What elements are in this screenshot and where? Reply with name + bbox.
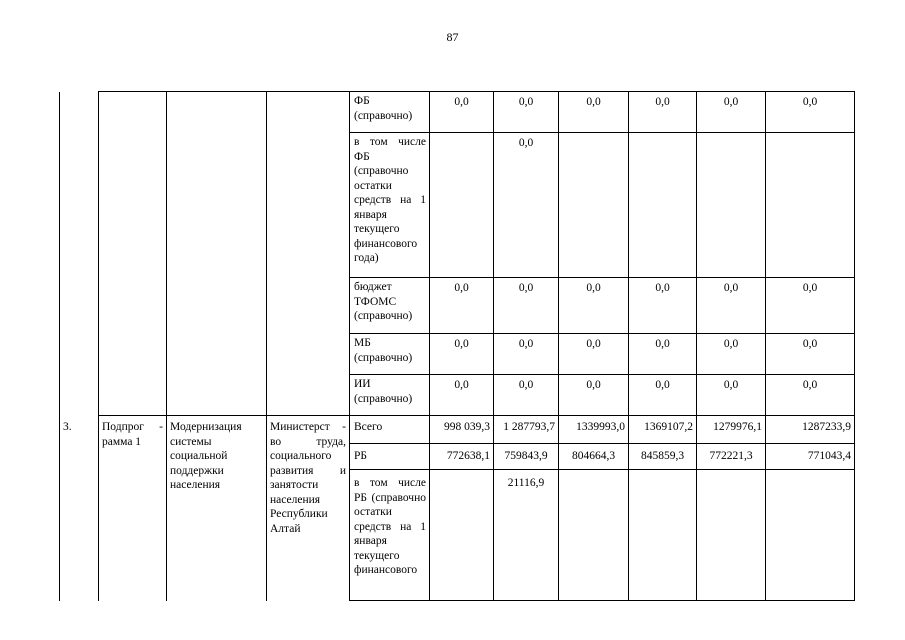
- value-cell: 804664,3: [559, 444, 629, 470]
- value-cell: 772221,3: [697, 444, 766, 470]
- value-cell: 0,0: [697, 334, 766, 375]
- row-type-cell: Подпрог - рамма 1: [99, 416, 167, 601]
- value-cell: [629, 470, 697, 601]
- value-cell: [697, 470, 766, 601]
- source-cell: РБ: [350, 444, 430, 470]
- value-cell: 0,0: [697, 92, 766, 133]
- value-cell: 0,0: [430, 92, 494, 133]
- value-cell: [766, 133, 855, 278]
- table-cell: [167, 92, 267, 416]
- value-cell: 0,0: [629, 278, 697, 334]
- value-cell: [430, 470, 494, 601]
- value-cell: 0,0: [559, 334, 629, 375]
- table-cell: [99, 92, 167, 416]
- value-cell: 0,0: [494, 278, 559, 334]
- value-cell: 0,0: [697, 375, 766, 416]
- value-cell: [559, 133, 629, 278]
- source-cell: ФБ (справочно): [350, 92, 430, 133]
- value-cell: 0,0: [629, 92, 697, 133]
- value-cell: 0,0: [430, 278, 494, 334]
- value-cell: 771043,4: [766, 444, 855, 470]
- source-cell: в том числе ФБ (справочно остатки средств на 1 января текущего финансового года): [350, 133, 430, 278]
- source-cell: Всего: [350, 416, 430, 444]
- value-cell: [629, 133, 697, 278]
- value-cell: 0,0: [697, 278, 766, 334]
- value-cell: 0,0: [559, 375, 629, 416]
- value-cell: 772638,1: [430, 444, 494, 470]
- value-cell: 21116,9: [494, 470, 559, 601]
- value-cell: 845859,3: [629, 444, 697, 470]
- value-cell: 0,0: [559, 278, 629, 334]
- value-cell: 0,0: [494, 92, 559, 133]
- budget-table: [59, 91, 855, 601]
- row-number-cell: 3.: [60, 416, 99, 601]
- value-cell: 0,0: [766, 334, 855, 375]
- value-cell: [766, 470, 855, 601]
- value-cell: 0,0: [629, 375, 697, 416]
- source-cell: в том числе РБ (справочно остатки средств на 1 января текущего финансового: [350, 470, 430, 601]
- value-cell: [430, 133, 494, 278]
- executor-cell: Министерст - во труда, социального развития и занятости населения Республики Алтай: [267, 416, 350, 601]
- value-cell: 0,0: [766, 278, 855, 334]
- value-cell: 1339993,0: [559, 416, 629, 444]
- table-cell: [60, 92, 99, 416]
- table-row: [60, 92, 855, 133]
- value-cell: [697, 133, 766, 278]
- page-number: 87: [446, 30, 459, 44]
- value-cell: 1 287793,7: [494, 416, 559, 444]
- value-cell: [559, 470, 629, 601]
- value-cell: 0,0: [559, 92, 629, 133]
- value-cell: 0,0: [430, 375, 494, 416]
- value-cell: 0,0: [629, 334, 697, 375]
- source-cell: ИИ (справочно): [350, 375, 430, 416]
- value-cell: 0,0: [766, 375, 855, 416]
- value-cell: 1369107,2: [629, 416, 697, 444]
- value-cell: 0,0: [430, 334, 494, 375]
- value-cell: 0,0: [494, 133, 559, 278]
- value-cell: 759843,9: [494, 444, 559, 470]
- value-cell: 0,0: [494, 334, 559, 375]
- table-row: [60, 416, 855, 444]
- value-cell: 1279976,1: [697, 416, 766, 444]
- value-cell: 0,0: [494, 375, 559, 416]
- program-name-cell: Модернизация системы социальной поддержки населения: [167, 416, 267, 601]
- source-cell: МБ (справочно): [350, 334, 430, 375]
- table-cell: [267, 92, 350, 416]
- value-cell: 1287233,9: [766, 416, 855, 444]
- source-cell: бюджет ТФОМС (справочно): [350, 278, 430, 334]
- value-cell: 0,0: [766, 92, 855, 133]
- value-cell: 998 039,3: [430, 416, 494, 444]
